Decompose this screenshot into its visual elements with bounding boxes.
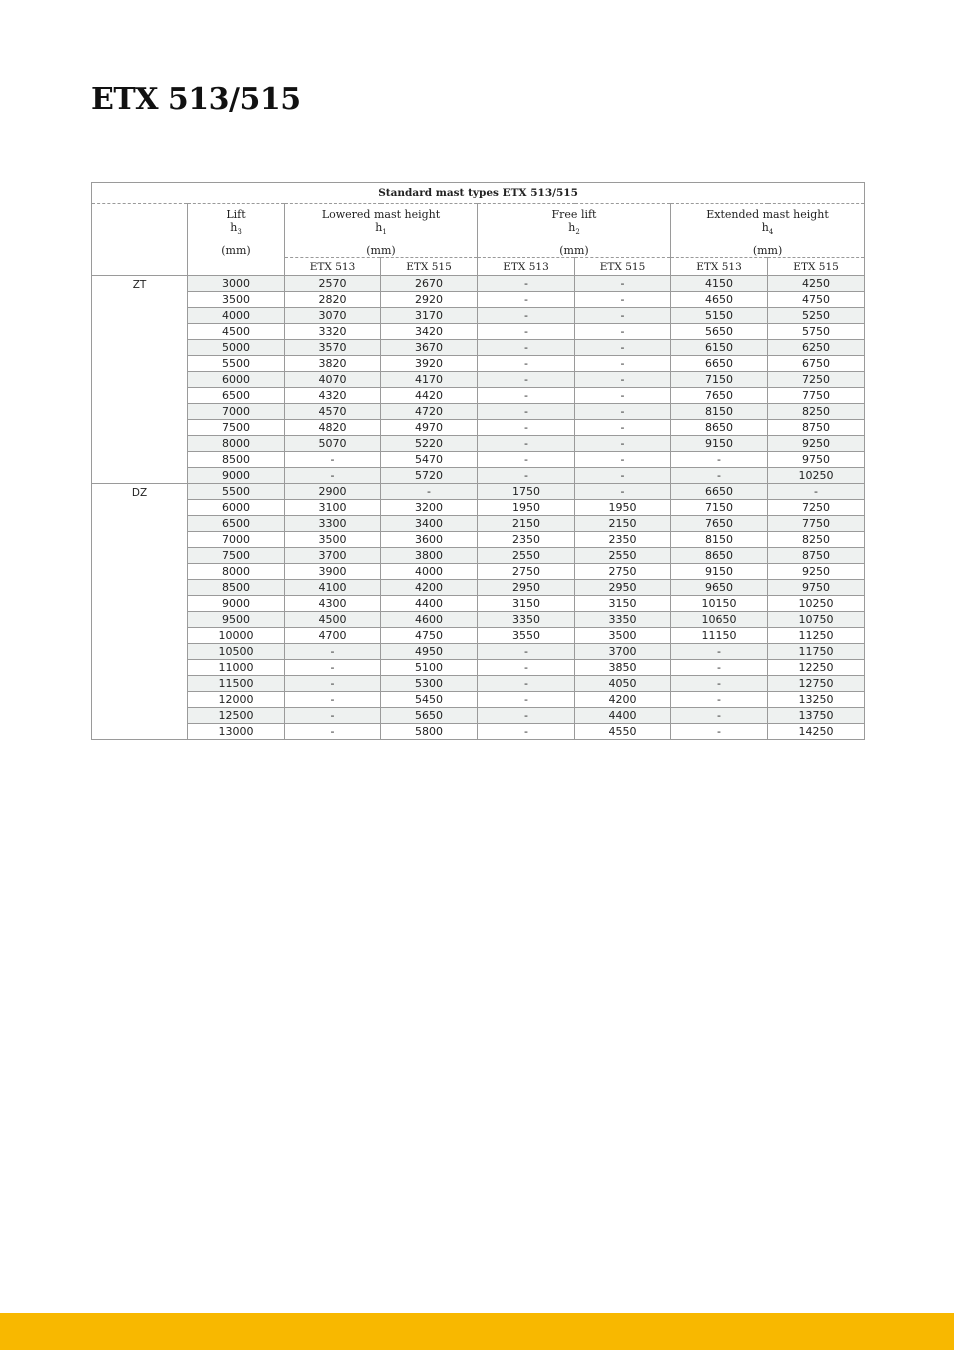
table-cell: 5750 (768, 324, 865, 340)
table-cell: 6750 (768, 356, 865, 372)
table-cell: 14250 (768, 724, 865, 740)
table-cell: 5470 (381, 452, 478, 468)
table-cell: - (671, 660, 768, 676)
table-cell: 3200 (381, 500, 478, 516)
table-cell: 2900 (285, 484, 381, 500)
table-cell: 4400 (381, 596, 478, 612)
lift-label: Lift (226, 208, 246, 221)
table-cell: 7150 (671, 500, 768, 516)
table-cell: 6650 (671, 484, 768, 500)
table-cell: - (478, 468, 575, 484)
lift-value-cell: 5000 (188, 340, 285, 356)
extended-unit: (mm) (752, 244, 783, 258)
table-cell: 4300 (285, 596, 381, 612)
table-cell: 13250 (768, 692, 865, 708)
table-cell: 4200 (381, 580, 478, 596)
table-cell: - (478, 372, 575, 388)
table-cell: 9750 (768, 580, 865, 596)
table-cell: 4970 (381, 420, 478, 436)
table-cell: - (478, 356, 575, 372)
table-cell: - (478, 324, 575, 340)
table-cell: - (285, 452, 381, 468)
table-cell: - (575, 324, 671, 340)
lift-value-cell: 9000 (188, 468, 285, 484)
table-row (92, 484, 865, 500)
table-cell: 5250 (768, 308, 865, 324)
table-row (92, 340, 865, 356)
lift-value-cell: 6000 (188, 500, 285, 516)
table-cell: 3420 (381, 324, 478, 340)
table-cell: 9150 (671, 436, 768, 452)
table-row (92, 724, 865, 740)
table-cell: 2750 (575, 564, 671, 580)
lowered-unit: (mm) (366, 244, 396, 258)
table-cell: 6650 (671, 356, 768, 372)
lift-value-cell: 8000 (188, 436, 285, 452)
lift-value-cell: 3000 (188, 276, 285, 292)
table-row (92, 580, 865, 596)
table-cell: 2950 (478, 580, 575, 596)
table-cell: 4050 (575, 676, 671, 692)
table-cell: 2350 (478, 532, 575, 548)
table-cell: 9150 (671, 564, 768, 580)
table-row (92, 708, 865, 724)
table-cell: - (478, 420, 575, 436)
mast-type-cell: ZT (92, 276, 188, 484)
model-header: ETX 513 (285, 258, 381, 276)
table-cell: 6250 (768, 340, 865, 356)
table-cell: 4420 (381, 388, 478, 404)
table-cell: 2550 (575, 548, 671, 564)
table-cell: - (671, 692, 768, 708)
table-cell: - (478, 660, 575, 676)
table-row (92, 404, 865, 420)
extended-symbol: $h_4$ (761, 221, 774, 237)
table-cell: - (285, 724, 381, 740)
table-cell: 1950 (478, 500, 575, 516)
table-cell: 2670 (381, 276, 478, 292)
lift-value-cell: 12000 (188, 692, 285, 708)
table-row (92, 500, 865, 516)
model-header: ETX 515 (575, 258, 671, 276)
table-cell: 1950 (575, 500, 671, 516)
table-cell: - (285, 676, 381, 692)
table-cell: 5800 (381, 724, 478, 740)
lift-value-cell: 5500 (188, 484, 285, 500)
table-cell: 2550 (478, 548, 575, 564)
table-cell: 8750 (768, 548, 865, 564)
table-cell: 11150 (671, 628, 768, 644)
lift-value-cell: 10000 (188, 628, 285, 644)
table-cell: - (575, 388, 671, 404)
table-cell: 7650 (671, 516, 768, 532)
table-cell: 9250 (768, 436, 865, 452)
table-cell: 3500 (285, 532, 381, 548)
table-cell: - (671, 452, 768, 468)
table-cell: 3570 (285, 340, 381, 356)
lift-value-cell: 6000 (188, 372, 285, 388)
mast-types-table (91, 182, 865, 740)
table-cell: 3600 (381, 532, 478, 548)
table-cell: 4750 (768, 292, 865, 308)
table-row (92, 292, 865, 308)
table-row (92, 388, 865, 404)
table-cell: 7650 (671, 388, 768, 404)
footer-accent-bar (0, 1313, 954, 1350)
table-cell: 3700 (575, 644, 671, 660)
table-cell: - (671, 468, 768, 484)
table-cell: 2570 (285, 276, 381, 292)
table-cell: 10150 (671, 596, 768, 612)
table-cell: 3920 (381, 356, 478, 372)
table-cell: - (285, 708, 381, 724)
table-cell: 4600 (381, 612, 478, 628)
lowered-label: Lowered mast height (321, 208, 441, 221)
table-cell: - (285, 468, 381, 484)
page-title: ETX 513/515 (91, 82, 301, 117)
table-cell: - (478, 724, 575, 740)
table-row (92, 564, 865, 580)
table-cell: 8250 (768, 532, 865, 548)
table-cell: 2150 (478, 516, 575, 532)
mast-type-header (92, 204, 188, 276)
table-row (92, 628, 865, 644)
table-row (92, 452, 865, 468)
table-cell: 12750 (768, 676, 865, 692)
table-cell: 3150 (575, 596, 671, 612)
table-cell: - (285, 660, 381, 676)
lift-value-cell: 6500 (188, 388, 285, 404)
table-cell: 3850 (575, 660, 671, 676)
table-cell: 4250 (768, 276, 865, 292)
table-cell: 3700 (285, 548, 381, 564)
table-cell: 3300 (285, 516, 381, 532)
table-cell: - (575, 372, 671, 388)
table-cell: 5650 (381, 708, 478, 724)
table-row (92, 468, 865, 484)
table-cell: - (671, 644, 768, 660)
table-cell: - (768, 484, 865, 500)
table-cell: 8150 (671, 532, 768, 548)
table-cell: - (478, 452, 575, 468)
table-cell: 3500 (575, 628, 671, 644)
table-cell: 2820 (285, 292, 381, 308)
table-cell: 7250 (768, 500, 865, 516)
table-cell: 5100 (381, 660, 478, 676)
table-cell: 3400 (381, 516, 478, 532)
table-cell: 5450 (381, 692, 478, 708)
table-cell: 9250 (768, 564, 865, 580)
table-cell: - (575, 484, 671, 500)
lift-value-cell: 7000 (188, 532, 285, 548)
table-cell: - (575, 420, 671, 436)
table-cell: 3670 (381, 340, 478, 356)
table-cell: 7750 (768, 516, 865, 532)
table-cell: 4750 (381, 628, 478, 644)
lift-value-cell: 11000 (188, 660, 285, 676)
lift-unit: (mm) (221, 244, 251, 258)
lift-header (188, 204, 285, 276)
lift-value-cell: 7000 (188, 404, 285, 420)
table-row (92, 516, 865, 532)
lift-value-cell: 13000 (188, 724, 285, 740)
free-symbol: $h_2$ (568, 221, 580, 237)
table-cell: 6150 (671, 340, 768, 356)
lift-value-cell: 4000 (188, 308, 285, 324)
table-cell: 4570 (285, 404, 381, 420)
table-cell: 3900 (285, 564, 381, 580)
table-cell: 3550 (478, 628, 575, 644)
free-unit: (mm) (559, 244, 589, 258)
table-cell: 3800 (381, 548, 478, 564)
table-cell: 11250 (768, 628, 865, 644)
table-row (92, 276, 865, 292)
table-cell: 3350 (478, 612, 575, 628)
table-cell: 4200 (575, 692, 671, 708)
model-header: ETX 513 (478, 258, 575, 276)
table-cell: - (478, 276, 575, 292)
table-cell: 4320 (285, 388, 381, 404)
free-lift-header (478, 204, 671, 258)
table-cell: 3820 (285, 356, 381, 372)
table-cell: 2350 (575, 532, 671, 548)
table-cell: 12250 (768, 660, 865, 676)
table-cell: 7250 (768, 372, 865, 388)
table-cell: 5150 (671, 308, 768, 324)
table-cell: - (575, 276, 671, 292)
table-row (92, 308, 865, 324)
table-cell: - (478, 340, 575, 356)
table-cell: - (575, 292, 671, 308)
table-cell: 4950 (381, 644, 478, 660)
lift-value-cell: 9500 (188, 612, 285, 628)
table-cell: 10750 (768, 612, 865, 628)
table-cell: 4170 (381, 372, 478, 388)
lift-value-cell: 12500 (188, 708, 285, 724)
lift-value-cell: 6500 (188, 516, 285, 532)
table-row (92, 676, 865, 692)
lift-value-cell: 8000 (188, 564, 285, 580)
lowered-mast-header (285, 204, 478, 258)
table-row (92, 692, 865, 708)
table-cell: 8250 (768, 404, 865, 420)
table-cell: - (575, 468, 671, 484)
table-cell: 4500 (285, 612, 381, 628)
table-cell: - (478, 292, 575, 308)
table-cell: 7150 (671, 372, 768, 388)
table-cell: 4100 (285, 580, 381, 596)
table-cell: 5650 (671, 324, 768, 340)
table-row (92, 372, 865, 388)
table-body (92, 276, 865, 740)
table-cell: 8650 (671, 548, 768, 564)
table-cell: 3170 (381, 308, 478, 324)
table-cell: - (478, 708, 575, 724)
lift-value-cell: 11500 (188, 676, 285, 692)
table-cell: 4070 (285, 372, 381, 388)
mast-type-cell: DZ (92, 484, 188, 740)
table-cell: - (671, 724, 768, 740)
lift-value-cell: 8500 (188, 452, 285, 468)
table-row (92, 532, 865, 548)
lift-value-cell: 5500 (188, 356, 285, 372)
lift-value-cell: 3500 (188, 292, 285, 308)
table-cell: - (478, 676, 575, 692)
table-cell: - (285, 692, 381, 708)
table-cell: 13750 (768, 708, 865, 724)
lift-value-cell: 7500 (188, 548, 285, 564)
table-cell: - (381, 484, 478, 500)
table-cell: 4000 (381, 564, 478, 580)
table-cell: 4720 (381, 404, 478, 420)
table-cell: 2950 (575, 580, 671, 596)
table-row (92, 436, 865, 452)
lift-value-cell: 4500 (188, 324, 285, 340)
table-cell: 4400 (575, 708, 671, 724)
table-cell: 3070 (285, 308, 381, 324)
table-row (92, 324, 865, 340)
table-cell: 3100 (285, 500, 381, 516)
table-row (92, 548, 865, 564)
table-cell: - (575, 404, 671, 420)
table-row (92, 420, 865, 436)
table-cell: 1750 (478, 484, 575, 500)
table-cell: 5220 (381, 436, 478, 452)
table-cell: 2750 (478, 564, 575, 580)
extended-label: Extended mast height (706, 208, 829, 221)
table-cell: 5070 (285, 436, 381, 452)
table-cell: - (671, 708, 768, 724)
table-cell: - (671, 676, 768, 692)
model-header: ETX 515 (768, 258, 865, 276)
table-cell: - (478, 692, 575, 708)
table-cell: 4550 (575, 724, 671, 740)
model-header: ETX 513 (671, 258, 768, 276)
table-cell: 5720 (381, 468, 478, 484)
table-caption: Standard mast types ETX 513/515 (92, 183, 865, 204)
table-cell: 3320 (285, 324, 381, 340)
table-cell: - (575, 340, 671, 356)
table-cell: 8650 (671, 420, 768, 436)
table-cell: 8750 (768, 420, 865, 436)
table-cell: 7750 (768, 388, 865, 404)
lift-symbol: $h_3$ (230, 221, 242, 237)
table-cell: - (285, 644, 381, 660)
table-row (92, 644, 865, 660)
table-cell: - (478, 404, 575, 420)
table-cell: - (575, 452, 671, 468)
table-cell: 4150 (671, 276, 768, 292)
table-cell: 10650 (671, 612, 768, 628)
table-cell: - (478, 436, 575, 452)
free-label: Free lift (551, 208, 597, 221)
table-cell: 8150 (671, 404, 768, 420)
table-cell: 9650 (671, 580, 768, 596)
table-cell: 3350 (575, 612, 671, 628)
table-row (92, 660, 865, 676)
table-row (92, 596, 865, 612)
model-header: ETX 515 (381, 258, 478, 276)
lift-value-cell: 10500 (188, 644, 285, 660)
table-cell: 3150 (478, 596, 575, 612)
table-cell: 11750 (768, 644, 865, 660)
extended-mast-header (671, 204, 865, 258)
table-cell: 4650 (671, 292, 768, 308)
table-cell: - (478, 388, 575, 404)
lift-value-cell: 7500 (188, 420, 285, 436)
table-cell: 4700 (285, 628, 381, 644)
lowered-symbol: $h_1$ (375, 221, 387, 237)
table-cell: - (478, 644, 575, 660)
table-cell: 5300 (381, 676, 478, 692)
lift-value-cell: 8500 (188, 580, 285, 596)
lift-value-cell: 9000 (188, 596, 285, 612)
table-row (92, 356, 865, 372)
table-cell: 2150 (575, 516, 671, 532)
table-cell: 10250 (768, 468, 865, 484)
table-cell: 10250 (768, 596, 865, 612)
table-cell: - (575, 308, 671, 324)
table-cell: - (575, 436, 671, 452)
table-cell: - (478, 308, 575, 324)
table-row (92, 612, 865, 628)
table-cell: - (575, 356, 671, 372)
table-cell: 2920 (381, 292, 478, 308)
table-cell: 9750 (768, 452, 865, 468)
table-cell: 4820 (285, 420, 381, 436)
